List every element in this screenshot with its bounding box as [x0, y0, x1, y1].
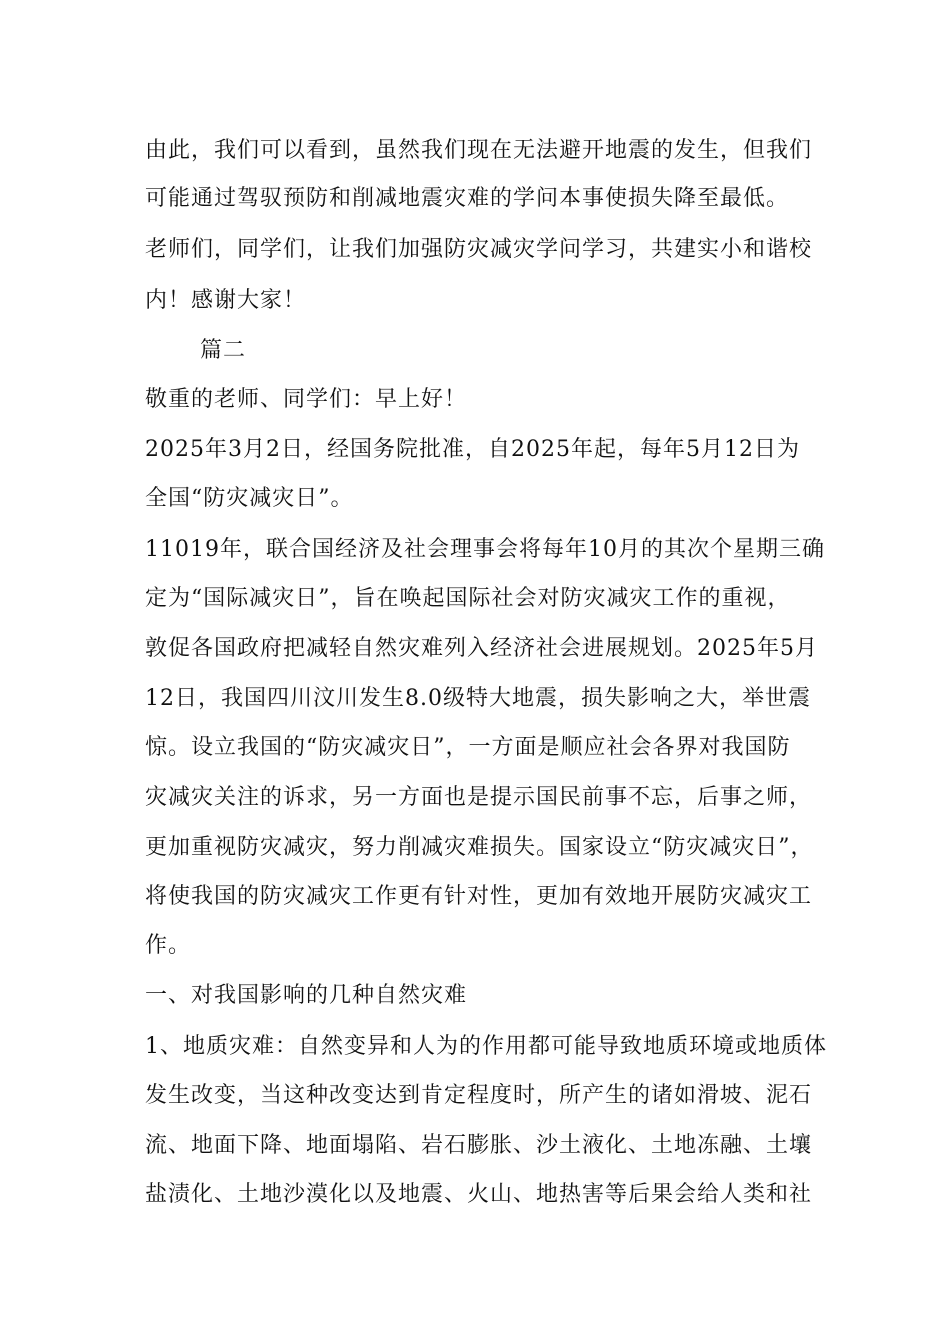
paragraph-line: 内！感谢大家！ — [145, 288, 307, 313]
paragraph-line: 作。 — [145, 933, 192, 958]
paragraph-line: 更加重视防灾减灾，努力削减灾难损失。国家设立“防灾减灾日”， — [145, 835, 814, 860]
paragraph-line: 惊。设立我国的“防灾减灾日”，一方面是顺应社会各界对我国防 — [145, 735, 791, 760]
paragraph-line: 流、地面下降、地面塌陷、岩石膨胀、沙土液化、土地冻融、土壤 — [145, 1133, 813, 1158]
paragraph-line: 灾减灾关注的诉求，另一方面也是提示国民前事不忘，后事之师， — [145, 785, 813, 810]
paragraph-line: 将使我国的防灾减灾工作更有针对性，更加有效地开展防灾减灾工 — [145, 884, 813, 909]
paragraph-line: 全国“防灾减灾日”。 — [145, 486, 354, 511]
paragraph-line: 可能通过驾驭预防和削减地震灾难的学问本事使损失降至最低。 — [145, 186, 790, 211]
paragraph-line: 由此，我们可以看到，虽然我们现在无法避开地震的发生，但我们 — [145, 138, 813, 163]
paragraph-line: 盐渍化、土地沙漠化以及地震、火山、地热害等后果会给人类和社 — [145, 1182, 813, 1207]
paragraph-line: 定为“国际减灾日”，旨在唤起国际社会对防灾减灾工作的重视， — [145, 586, 791, 611]
subsection-heading: 一、对我国影响的几种自然灾难 — [145, 983, 468, 1008]
greeting-line: 敬重的老师、同学们：早上好！ — [145, 387, 468, 412]
paragraph-line: 发生改变，当这种改变达到肯定程度时，所产生的诸如滑坡、泥石 — [145, 1083, 813, 1108]
paragraph-line: 1、地质灾难：自然变异和人为的作用都可能导致地质环境或地质体 — [145, 1034, 827, 1059]
section-heading: 篇二 — [200, 338, 247, 363]
paragraph-line: 老师们，同学们，让我们加强防灾减灾学问学习，共建实小和谐校 — [145, 237, 813, 262]
paragraph-line: 敦促各国政府把减轻自然灾难列入经济社会进展规划。2025年5月 — [145, 636, 818, 661]
paragraph-line: 11019年，联合国经济及社会理事会将每年10月的其次个星期三确 — [145, 537, 825, 562]
paragraph-line: 12日，我国四川汶川发生8.0级特大地震，损失影响之大，举世震 — [145, 686, 811, 711]
paragraph-line: 2025年3月2日，经国务院批准，自2025年起，每年5月12日为 — [145, 437, 800, 462]
